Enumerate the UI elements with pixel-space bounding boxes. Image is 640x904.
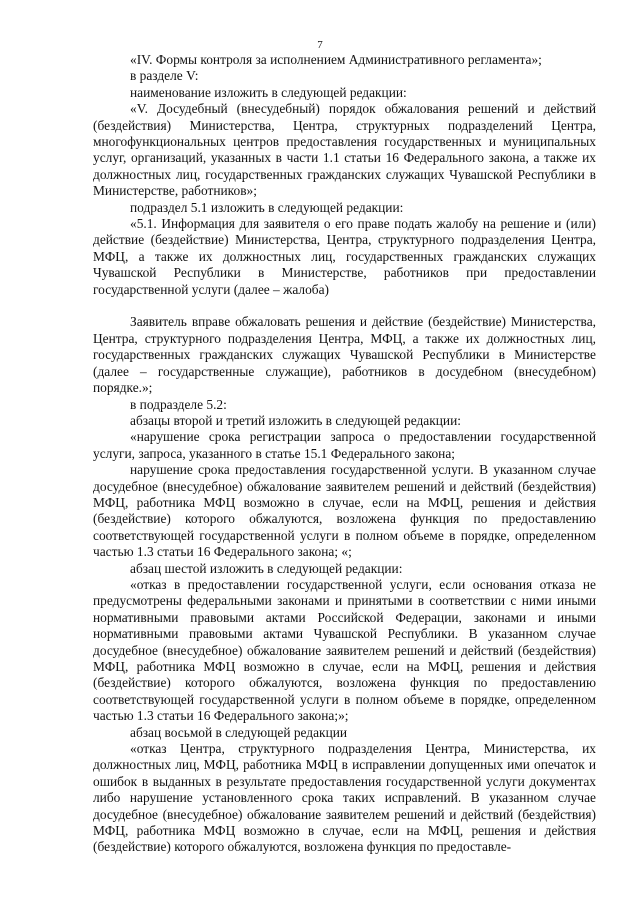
paragraph: абзац восьмой в следующей редакции xyxy=(130,724,348,740)
blank-line xyxy=(93,298,596,314)
paragraph: «V. Досудебный (внесудебный) порядок обжалования решений и действий (бездействия) Министерства, Центра, структурных подразделений Центра, многофункциональных центров предоставления государственных и муниципальных услуг, организаций, указанных в части 1.1 статьи 16 Федерального закона, а также их должностных лиц, государственных гражданских служащих Чувашской Республики в Министерстве, работников»; xyxy=(93,101,596,199)
paragraph: «отказ Центра, структурного подразделения Центра, Министерства, их должностных лиц, МФЦ, работника МФЦ в исправлении допущенных ими опечаток и ошибок в выданных в результате предоставления государственной услуги документах либо нарушение установленного срока таких исправлений. В указанном случае досудебное (внесудебное) обжалование заявителем решений и действий (бездействия) МФЦ, работника МФЦ возможно в случае, если на МФЦ, решения и действия (бездействие) которого обжалуются, возложена функция по предоставле- xyxy=(93,741,596,855)
page-number: 7 xyxy=(317,39,323,51)
document-body xyxy=(93,52,596,856)
paragraph: абзацы второй и третий изложить в следующей редакции: xyxy=(130,412,461,428)
paragraph: «IV. Формы контроля за исполнением Административного регламента»; xyxy=(130,52,542,67)
paragraph: «5.1. Информация для заявителя о его праве подать жалобу на решение и (или) действие (бездействие) Министерства, Центра, структурного подразделения Центра, МФЦ, а также их должностных лиц, государственных гражданских служащих Чувашской Республики в Министерстве, работников при предоставлении государственной услуги (далее – жалоба) xyxy=(93,216,596,297)
paragraph: в разделе V: xyxy=(130,68,199,84)
paragraph: нарушение срока предоставления государственной услуги. В указанном случае досудебное (внесудебное) обжалование заявителем решений и действий (бездействия) МФЦ, работника МФЦ возможно в случае, если на МФЦ, решения и действия (бездействие) которого обжалуются, возложена функция по предоставлению соответствующей государственной услуги в полном объеме в порядке, определенном частью 1.3 статьи 16 Федерального закона; «; xyxy=(93,462,596,560)
paragraph: в подразделе 5.2: xyxy=(130,396,227,412)
paragraph: подраздел 5.1 изложить в следующей редакции: xyxy=(130,199,404,215)
paragraph: «нарушение срока регистрации запроса о предоставлении государственной услуги, запроса, указанного в статье 15.1 Федерального закона; xyxy=(93,429,596,461)
paragraph: «отказ в предоставлении государственной услуги, если основания отказа не предусмотрены федеральными законами и принятыми в соответствии с ними иными нормативными правовыми актами Российской Федерации, законами и иными нормативными правовыми актами Чувашской Республики. В указанном случае досудебное (внесудебное) обжалование заявителем решений и действий (бездействия) МФЦ, работника МФЦ возможно в случае, если на МФЦ, решения и действия (бездействие) которого обжалуются, возложена функция по предоставлению соответствующей государственной услуги в полном объеме в порядке, определенном частью 1.3 статьи 16 Федерального закона;»; xyxy=(93,576,596,724)
paragraph: Заявитель вправе обжаловать решения и действие (бездействие) Министерства, Центра, структурного подразделения Центра, МФЦ, а также их должностных лиц, государственных гражданских служащих Чувашской Республики в Министерстве (далее – государственные служащие), работников в досудебном (внесудебном) порядке.»; xyxy=(93,314,596,396)
paragraph: наименование изложить в следующей редакции: xyxy=(130,84,407,100)
paragraph: абзац шестой изложить в следующей редакции: xyxy=(130,560,403,576)
